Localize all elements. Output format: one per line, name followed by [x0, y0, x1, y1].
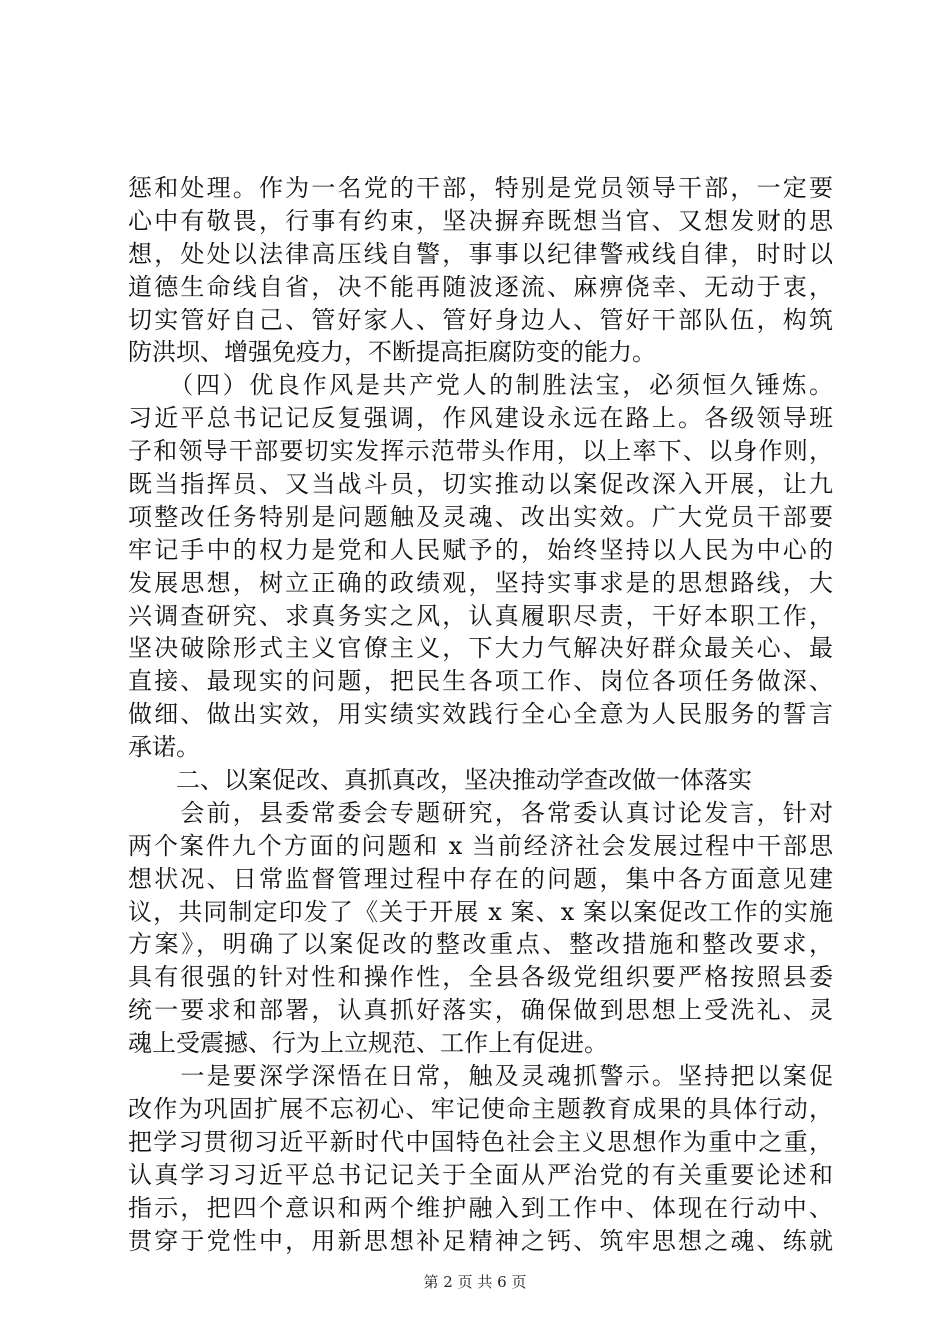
text-line: 切实管好自己、管好家人、管好身边人、管好干部队伍，构筑	[128, 305, 833, 334]
text-line: 习近平总书记记反复强调，作风建设永远在路上。各级领导班	[128, 404, 833, 433]
text-line: 具有很强的针对性和操作性，全县各级党组织要严格按照县委	[128, 963, 833, 992]
text-line: 想，处处以法律高压线自警，事事以纪律警戒线自律，时时以	[128, 239, 833, 268]
text-line: 发展思想，树立正确的政绩观，坚持实事求是的思想路线，大	[128, 568, 833, 597]
text-line: 道德生命线自省，决不能再随波逐流、麻痹侥幸、无动于衷，	[128, 272, 833, 301]
text-line: 改作为巩固扩展不忘初心、牢记使命主题教育成果的具体行动，	[128, 1094, 833, 1123]
text-line: 坚决破除形式主义官僚主义，下大力气解决好群众最关心、最	[128, 634, 833, 663]
text-line: 做细、做出实效，用实绩实效践行全心全意为人民服务的誓言	[128, 700, 833, 729]
document-body	[128, 172, 833, 1257]
text-line: 承诺。	[128, 733, 200, 762]
text-line: 两个案件九个方面的问题和 x 当前经济社会发展过程中干部思	[128, 831, 833, 860]
text-line: 议，共同制定印发了《关于开展 x 案、x 案以案促改工作的实施	[128, 897, 833, 926]
text-line: 防洪坝、增强免疫力，不断提高拒腐防变的能力。	[128, 338, 656, 367]
text-line: 直接、最现实的问题，把民生各项工作、岗位各项任务做深、	[128, 667, 833, 696]
text-line: 心中有敬畏，行事有约束，坚决摒弃既想当官、又想发财的思	[128, 206, 833, 235]
text-line: 方案》，明确了以案促改的整改重点、整改措施和整改要求，	[128, 930, 833, 959]
text-line: 牢记手中的权力是党和人民赋予的，始终坚持以人民为中心的	[128, 535, 833, 564]
text-line: 项整改任务特别是问题触及灵魂、改出实效。广大党员干部要	[128, 502, 833, 531]
text-line: 兴调查研究、求真务实之风，认真履职尽责，干好本职工作，	[128, 601, 833, 630]
text-line: 会前，县委常委会专题研究，各常委认真讨论发言，针对	[128, 798, 833, 827]
text-line: 既当指挥员、又当战斗员，切实推动以案促改深入开展，让九	[128, 470, 833, 499]
text-line: 惩和处理。作为一名党的干部，特别是党员领导干部，一定要	[128, 174, 833, 202]
text-line: 二、以案促改、真抓真改，坚决推动学查改做一体落实	[128, 766, 752, 795]
text-line: （四）优良作风是共产党人的制胜法宝，必须恒久锤炼。	[128, 371, 833, 400]
text-line: 统一要求和部署，认真抓好落实，确保做到思想上受洗礼、灵	[128, 996, 833, 1025]
text-line: 认真学习习近平总书记记关于全面从严治党的有关重要论述和	[128, 1160, 833, 1189]
text-line: 想状况、日常监督管理过程中存在的问题，集中各方面意见建	[128, 864, 833, 893]
text-line: 贯穿于党性中，用新思想补足精神之钙、筑牢思想之魂、练就	[128, 1226, 833, 1255]
text-line: 子和领导干部要切实发挥示范带头作用，以上率下、以身作则，	[128, 437, 833, 466]
text-line: 把学习贯彻习近平新时代中国特色社会主义思想作为重中之重，	[128, 1127, 833, 1156]
text-line: 一是要深学深悟在日常，触及灵魂抓警示。坚持把以案促	[128, 1062, 833, 1091]
text-line: 指示，把四个意识和两个维护融入到工作中、体现在行动中、	[128, 1193, 833, 1222]
text-line: 魂上受震撼、行为上立规范、工作上有促进。	[128, 1029, 608, 1058]
page-footer: 第 2 页 共 6 页	[423, 1273, 527, 1291]
